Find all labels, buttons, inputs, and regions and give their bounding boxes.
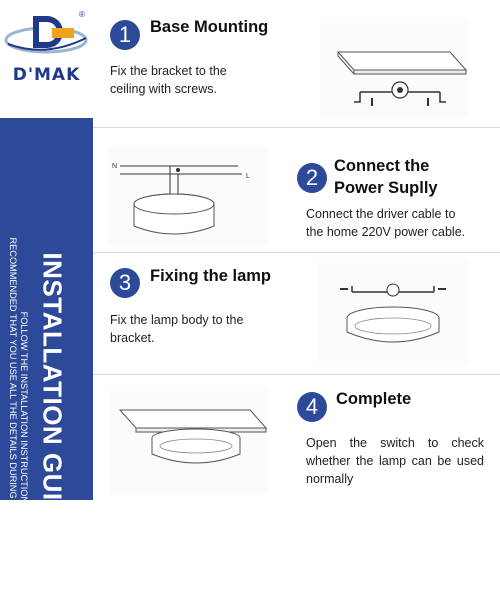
complete-illustration bbox=[110, 390, 268, 494]
step-number-badge: 4 bbox=[297, 392, 327, 422]
step-title: Base Mounting bbox=[150, 18, 269, 36]
step-title: Fixing the lamp bbox=[150, 267, 272, 285]
brand-name: D'MAK bbox=[12, 65, 81, 85]
step-description: Open the switch to check whether the lamp can be used normally bbox=[306, 436, 484, 486]
step-description: Connect the driver cable to the home 220V power cable. bbox=[306, 207, 466, 239]
neutral-label: N bbox=[112, 163, 118, 170]
step-number-badge: 1 bbox=[110, 20, 140, 50]
step-number-badge: 2 bbox=[297, 163, 327, 193]
base-mounting-illustration bbox=[320, 22, 468, 118]
divider bbox=[93, 374, 500, 375]
wiring-illustration bbox=[108, 146, 268, 246]
vertical-note bbox=[7, 238, 29, 589]
step-title: Complete bbox=[336, 390, 412, 408]
vertical-note-line-1: FOLLOW THE INSTALLATION INSTRUCTION IS bbox=[19, 311, 29, 515]
instruction-banner bbox=[0, 118, 93, 596]
sidebar bbox=[0, 0, 93, 596]
live-label: L bbox=[246, 173, 250, 180]
vertical-title: INSTALLATION GUIDANCE bbox=[37, 252, 68, 596]
step-description: Fix the bracket to the ceiling with screws. bbox=[110, 64, 227, 96]
step-description: Fix the lamp body to the bracket. bbox=[110, 313, 244, 345]
divider bbox=[93, 252, 500, 253]
registered-mark: ® bbox=[79, 10, 85, 19]
divider bbox=[93, 127, 500, 128]
brand-logo bbox=[0, 0, 93, 118]
step-number-badge: 3 bbox=[110, 268, 140, 298]
lamp-fixing-illustration bbox=[318, 262, 468, 362]
vertical-note-line-2: RECOMMENDED THAT YOU USE ALL THE DETAILS DURING THE INSTALLATION. bbox=[8, 237, 18, 589]
step-title: Connect the Power Suplly bbox=[334, 157, 438, 197]
